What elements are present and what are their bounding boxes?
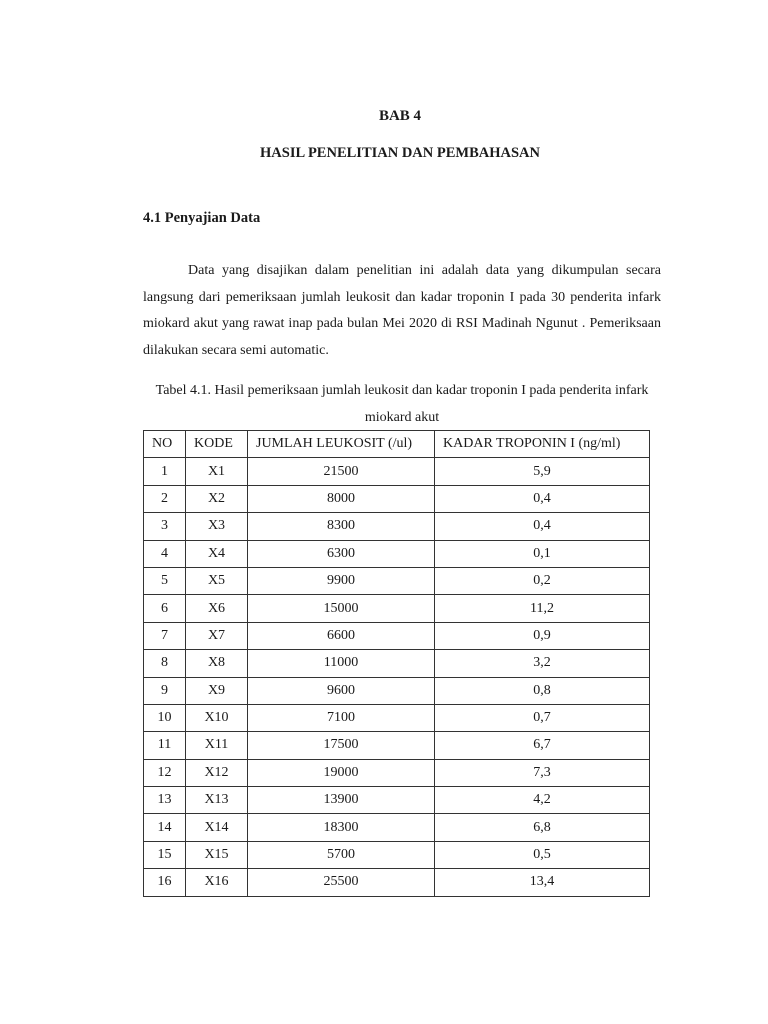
cell-leukosit: 15000 xyxy=(248,595,435,622)
table-header-row xyxy=(144,431,650,458)
table-row xyxy=(144,485,650,512)
cell-no: 5 xyxy=(144,567,186,594)
table-row xyxy=(144,841,650,868)
body-paragraph: Data yang disajikan dalam penelitian ini adalah data yang dikumpulan secara langsung dari pemeriksaan jumlah leukosit dan kadar troponin I pada 30 penderita infark miokard akut yang rawat inap pada bulan Mei 2020 di RSI Madinah Ngunut . Pemeriksaan dilakukan secara semi automatic. xyxy=(143,263,661,358)
table-row xyxy=(144,458,650,485)
cell-leukosit: 5700 xyxy=(248,841,435,868)
cell-leukosit: 11000 xyxy=(248,650,435,677)
cell-leukosit: 17500 xyxy=(248,732,435,759)
cell-troponin: 11,2 xyxy=(435,595,650,622)
cell-leukosit: 7100 xyxy=(248,704,435,731)
cell-kode: X1 xyxy=(186,458,248,485)
chapter-heading: BAB 4 xyxy=(378,108,422,124)
cell-kode: X14 xyxy=(186,814,248,841)
cell-leukosit: 25500 xyxy=(248,869,435,896)
cell-no: 1 xyxy=(144,458,186,485)
header-troponin: KADAR TROPONIN I (ng/ml) xyxy=(435,431,650,458)
cell-leukosit: 13900 xyxy=(248,787,435,814)
cell-kode: X15 xyxy=(186,841,248,868)
cell-leukosit: 9600 xyxy=(248,677,435,704)
cell-leukosit: 6300 xyxy=(248,540,435,567)
cell-troponin: 6,8 xyxy=(435,814,650,841)
header-kode: KODE xyxy=(186,431,248,458)
cell-no: 15 xyxy=(144,841,186,868)
table-row xyxy=(144,814,650,841)
cell-leukosit: 19000 xyxy=(248,759,435,786)
chapter-title: HASIL PENELITIAN DAN PEMBAHASAN xyxy=(260,145,540,161)
table-row xyxy=(144,787,650,814)
cell-troponin: 0,4 xyxy=(435,485,650,512)
cell-no: 3 xyxy=(144,513,186,540)
table-row xyxy=(144,595,650,622)
cell-troponin: 0,7 xyxy=(435,704,650,731)
header-leukosit: JUMLAH LEUKOSIT (/ul) xyxy=(248,431,435,458)
cell-kode: X9 xyxy=(186,677,248,704)
cell-leukosit: 18300 xyxy=(248,814,435,841)
cell-no: 2 xyxy=(144,485,186,512)
cell-no: 8 xyxy=(144,650,186,677)
cell-no: 16 xyxy=(144,869,186,896)
results-table xyxy=(143,430,650,897)
cell-troponin: 5,9 xyxy=(435,458,650,485)
cell-troponin: 4,2 xyxy=(435,787,650,814)
cell-troponin: 0,1 xyxy=(435,540,650,567)
cell-no: 9 xyxy=(144,677,186,704)
cell-kode: X13 xyxy=(186,787,248,814)
cell-no: 10 xyxy=(144,704,186,731)
cell-kode: X3 xyxy=(186,513,248,540)
cell-kode: X5 xyxy=(186,567,248,594)
cell-no: 14 xyxy=(144,814,186,841)
cell-troponin: 0,2 xyxy=(435,567,650,594)
table-row xyxy=(144,732,650,759)
cell-troponin: 13,4 xyxy=(435,869,650,896)
cell-leukosit: 8000 xyxy=(248,485,435,512)
table-row xyxy=(144,567,650,594)
cell-kode: X10 xyxy=(186,704,248,731)
cell-no: 6 xyxy=(144,595,186,622)
section-heading: 4.1 Penyajian Data xyxy=(143,210,261,226)
cell-leukosit: 21500 xyxy=(248,458,435,485)
table-row xyxy=(144,869,650,896)
cell-kode: X4 xyxy=(186,540,248,567)
cell-kode: X7 xyxy=(186,622,248,649)
cell-kode: X2 xyxy=(186,485,248,512)
cell-troponin: 0,9 xyxy=(435,622,650,649)
table-row xyxy=(144,704,650,731)
cell-no: 7 xyxy=(144,622,186,649)
cell-troponin: 0,5 xyxy=(435,841,650,868)
table-row xyxy=(144,513,650,540)
cell-kode: X8 xyxy=(186,650,248,677)
header-no: NO xyxy=(144,431,186,458)
table-row xyxy=(144,677,650,704)
cell-no: 4 xyxy=(144,540,186,567)
cell-kode: X6 xyxy=(186,595,248,622)
cell-no: 11 xyxy=(144,732,186,759)
cell-leukosit: 9900 xyxy=(248,567,435,594)
cell-troponin: 3,2 xyxy=(435,650,650,677)
table-row xyxy=(144,540,650,567)
cell-no: 13 xyxy=(144,787,186,814)
cell-troponin: 7,3 xyxy=(435,759,650,786)
cell-kode: X12 xyxy=(186,759,248,786)
cell-troponin: 6,7 xyxy=(435,732,650,759)
cell-no: 12 xyxy=(144,759,186,786)
cell-troponin: 0,8 xyxy=(435,677,650,704)
table-body xyxy=(144,458,650,896)
cell-kode: X16 xyxy=(186,869,248,896)
cell-kode: X11 xyxy=(186,732,248,759)
table-caption: Tabel 4.1. Hasil pemeriksaan jumlah leukosit dan kadar troponin I pada penderita infark miokard akut xyxy=(155,383,649,425)
cell-leukosit: 8300 xyxy=(248,513,435,540)
table-row xyxy=(144,650,650,677)
cell-leukosit: 6600 xyxy=(248,622,435,649)
table-row xyxy=(144,759,650,786)
table-row xyxy=(144,622,650,649)
cell-troponin: 0,4 xyxy=(435,513,650,540)
